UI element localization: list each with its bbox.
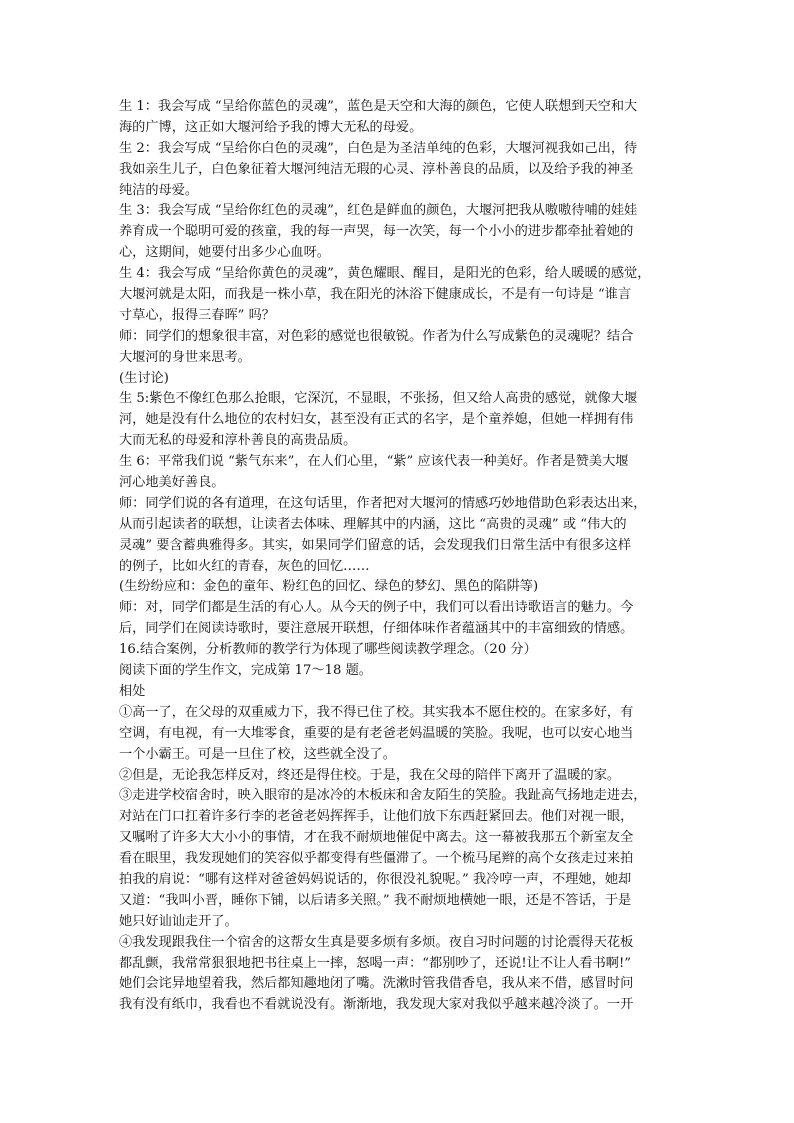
- text-line: 我有没有纸巾，我看也不看就说没有。渐渐地，我发现大家对我似乎越来越冷淡了。一开: [119, 997, 634, 1013]
- text-line: 灵魂” 要含蓄典雅得多。其实，如果同学们留意的话，会发现我们日常生活中有很多这样: [119, 537, 632, 553]
- text-line: 纯洁的母爱。: [119, 182, 199, 198]
- text-line: 对站在门口扛着许多行李的老爸老妈挥挥手，让他们放下东西赶紧回去。他们对视一眼，: [119, 809, 634, 825]
- text-line: (生纷纷应和：金色的童年、粉红色的回忆、绿色的梦幻、黑色的陷阱等): [119, 579, 539, 595]
- text-line: 生 5:紫色不像红色那么抢眼，它深沉，不显眼，不张扬，但又给人高贵的感觉，就像大堰: [119, 391, 638, 407]
- text-line: 大堰河就是太阳，而我是一株小草，我在阳光的沐浴下健康成长，不是有一句诗是 “谁言: [119, 287, 632, 303]
- text-line: 的例子，比如火红的青春，灰色的回忆……: [119, 558, 370, 574]
- text-line: 寸草心，报得三春晖” 吗？: [119, 307, 275, 323]
- essay-title: 相处: [119, 683, 146, 699]
- text-line: ①高一了，在父母的双重威力下，我不得已住了校。其实我本不愿住校的。在家多好，有: [119, 704, 634, 720]
- text-line: 生 3：我会写成 “呈给你红色的灵魂”，红色是鲜血的颜色，大堰河把我从嗷嗷待哺的娃娃: [119, 203, 638, 219]
- text-line: 她们会诧异地望着我，然后都知趣地闭了嘴。洗漱时管我借香皂，我从来不借，感冒时问: [119, 976, 634, 992]
- text-line: 大堰河的身世来思考。: [119, 349, 251, 365]
- text-line: 海的广博，这正如大堰河给予我的博大无私的母爱。: [119, 119, 423, 135]
- text-line: 心，这期间，她要付出多少心血呀。: [119, 245, 330, 261]
- text-line: 空调，有电视，有一大堆零食，重要的是有老爸老妈温暖的笑脸。我呢，也可以安心地当: [119, 725, 634, 741]
- text-line: 我如亲生儿子，白色象征着大堰河纯洁无瑕的心灵、淳朴善良的品质，以及给予我的神圣: [119, 161, 634, 177]
- text-line: 看在眼里，我发现她们的笑容似乎都变得有些僵滞了。一个梳马尾辫的高个女孩走过来拍: [119, 851, 634, 867]
- reading-instruction: 阅读下面的学生作文，完成第 17～18 题。: [119, 663, 372, 679]
- text-line: 河心地美好善良。: [119, 475, 225, 491]
- text-line: ②但是，无论我怎样反对，终还是得住校。于是，我在父母的陪伴下离开了温暖的家。: [119, 767, 621, 783]
- text-line: 又嘱咐了许多大大小小的事情，才在我不耐烦地催促中离去。这一幕被我那五个新室友全: [119, 830, 634, 846]
- text-line: 后，同学们在阅读诗歌时，要注意展开联想，仔细体味作者蕴涵其中的丰富细致的情感。: [119, 621, 634, 637]
- question-16: 16.结合案例，分析教师的教学行为体现了哪些阅读教学理念。（20 分）: [119, 642, 537, 658]
- text-line: 都乱颤，我常常狠狠地把书往桌上一摔，怒喝一声：“都别吵了，还说!让不让人看书啊!”: [119, 955, 632, 971]
- text-line: 又道：“我叫小晋，睡你下铺，以后请多关照。” 我不耐烦地横她一眼，还是不答话，于是: [119, 892, 632, 908]
- text-line: 她只好讪讪走开了。: [119, 913, 238, 929]
- text-line: 从而引起读者的联想，让读者去体味、理解其中的内涵，这比 “高贵的灵魂” 或 “伟大的: [119, 516, 627, 532]
- text-line: 一个小霸王。可是一旦住了校，这些就全没了。: [119, 746, 396, 762]
- text-line: 师：同学们说的各有道理，在这句话里，作者把对大堰河的情感巧妙地借助色彩表达出来，: [119, 495, 647, 511]
- text-line: 生 1：我会写成 “呈给你蓝色的灵魂”，蓝色是天空和大海的颜色，它使人联想到天空和大: [119, 99, 638, 114]
- text-line: 师：同学们的想象很丰富，对色彩的感觉也很敏锐。作者为什么写成紫色的灵魂呢？结合: [119, 328, 634, 344]
- text-line: (生讨论): [119, 370, 169, 386]
- document-body: [119, 97, 681, 1016]
- text-line: 拍我的肩说：“哪有这样对爸爸妈妈说话的，你很没礼貌呢。” 我冷哼一声，不理她，她却: [119, 871, 632, 887]
- text-line: 河，她是没有什么地位的农村妇女，甚至没有正式的名字，是个童养媳，但她一样拥有伟: [119, 412, 634, 428]
- text-line: 生 2：我会写成 “呈给你白色的灵魂”，白色是为圣洁单纯的色彩，大堰河视我如己出，待: [119, 140, 638, 156]
- text-line: 师：对，同学们都是生活的有心人。从今天的例子中，我们可以看出诗歌语言的魅力。今: [119, 600, 634, 616]
- text-line: 大而无私的母爱和淳朴善良的高贵品质。: [119, 433, 357, 449]
- text-line: 生 4：我会写成 “呈给你黄色的灵魂”，黄色耀眼、醒目，是阳光的色彩，给人暖暖的感觉，: [119, 266, 651, 282]
- text-line: 养育成一个聪明可爱的孩童，我的每一声哭，每一次笑，每一个小小的进步都牵扯着她的: [119, 224, 634, 240]
- text-line: ④我发现跟我住一个宿舍的这帮女生真是要多烦有多烦。夜自习时问题的讨论震得天花板: [119, 934, 634, 950]
- text-line: ③走进学校宿舍时，映入眼帘的是冰冷的木板床和舍友陌生的笑脸。我趾高气扬地走进去，: [119, 788, 647, 804]
- text-line: 生 6：平常我们说 “紫气东来”，在人们心里，“紫” 应该代表一种美好。作者是赞美大堰: [119, 454, 629, 470]
